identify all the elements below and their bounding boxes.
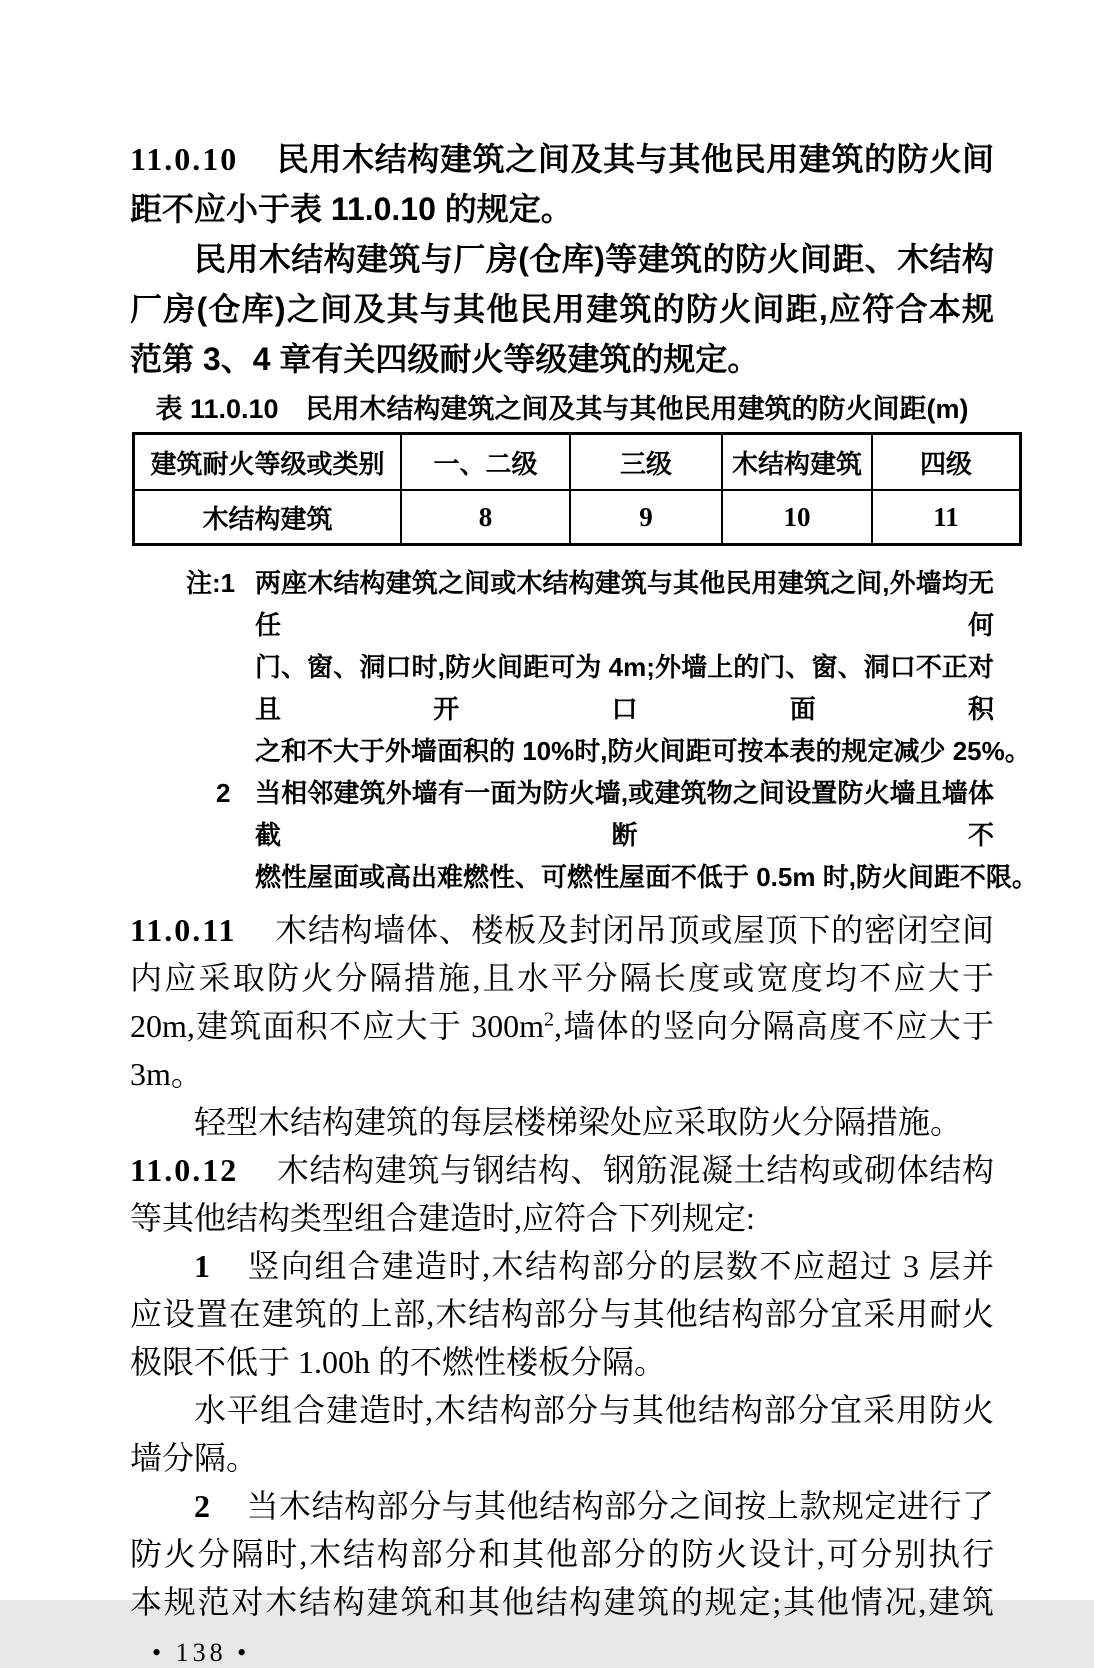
superscript: 2: [544, 1008, 555, 1031]
table-notes: [186, 562, 1038, 898]
clause-11-0-12: [130, 1146, 994, 1626]
text-line: [130, 1482, 994, 1530]
table-row-label: 木结构建筑: [134, 490, 402, 545]
lower-clauses: [130, 906, 994, 1668]
clause-11-0-11: [130, 906, 994, 1146]
clause-11-0-10: [130, 134, 994, 384]
line-text: ,墙体的竖向分隔高度不应大于: [554, 1008, 994, 1044]
table-caption: 表 11.0.10 民用木结构建筑之间及其与其他民用建筑的防火间距(m): [155, 394, 969, 424]
table-value-cell: 11: [872, 490, 1021, 545]
text-line: 厂房(仓库)之间及其与其他民用建筑的防火间距,应符合本规: [130, 291, 994, 327]
table-header-cell: 三级: [570, 434, 722, 491]
note-1: [186, 562, 1031, 772]
text-line: 防火分隔时,木结构部分和其他部分的防火设计,可分别执行: [130, 1536, 994, 1572]
line-text: 竖向组合建造时,木结构部分的层数不应超过 3 层并: [246, 1248, 994, 1284]
fire-distance-table: [132, 432, 1022, 546]
text-line: [130, 1002, 994, 1050]
text-line: 等其他结构类型组合建造时,应符合下列规定:: [130, 1200, 755, 1236]
table-value-cell: 10: [722, 490, 872, 545]
text-line: 距不应小于表 11.0.10 的规定。: [130, 191, 573, 227]
line-text: 木结构墙体、楼板及封闭吊顶或屋顶下的密闭空间: [274, 912, 994, 948]
table-header-cell: 建筑耐火等级或类别: [134, 434, 402, 491]
table-value-cell: 9: [570, 490, 722, 545]
line-text: 木结构建筑与钢结构、钢筋混凝土结构或砌体结构: [276, 1152, 994, 1188]
text-line: 两座木结构建筑之间或木结构建筑与其他民用建筑之间,外墙均无任何: [255, 568, 994, 640]
text-line: [130, 906, 994, 954]
text-line: 燃性屋面或高出难燃性、可燃性屋面不低于 0.5m 时,防火间距不限。: [255, 862, 1038, 892]
text-line: 本规范对木结构建筑和其他结构建筑的规定;其他情况,建筑: [130, 1584, 994, 1620]
text-line: [130, 1146, 994, 1194]
text-line: 内应采取防火分隔措施,且水平分隔长度或宽度均不应大于: [130, 960, 994, 996]
note-body: [255, 562, 1031, 772]
text-line: 应设置在建筑的上部,木结构部分与其他结构部分宜采用耐火: [130, 1296, 994, 1332]
table-header-cell: 木结构建筑: [722, 434, 872, 491]
table-value-cell: 8: [401, 490, 570, 545]
text-line: 水平组合建造时,木结构部分与其他结构部分宜采用防火: [194, 1392, 994, 1428]
table-header-cell: 四级: [872, 434, 1021, 491]
clause-number: 11.0.10: [130, 141, 239, 177]
note-label: 2: [216, 778, 231, 808]
item-number: 2: [194, 1488, 210, 1524]
clause-number: 11.0.12: [130, 1152, 239, 1188]
line-text: 当木结构部分与其他结构部分之间按上款规定进行了: [246, 1488, 994, 1524]
note-body: [255, 772, 1038, 898]
text-line: [130, 1242, 994, 1290]
page-content: [130, 134, 1038, 1668]
text-line: 极限不低于 1.00h 的不燃性楼板分隔。: [130, 1344, 667, 1380]
text-line: 轻型木结构建筑的每层楼梯梁处应采取防火分隔措施。: [194, 1104, 963, 1140]
text-line: [130, 134, 994, 184]
text-line: 墙分隔。: [130, 1440, 259, 1476]
line-text: 民用木结构建筑之间及其与其他民用建筑的防火间: [276, 141, 994, 177]
page-number: • 138 •: [152, 1638, 251, 1667]
line-text: 20m,建筑面积不应大于 300m: [130, 1008, 545, 1044]
text-line: 范第 3、4 章有关四级耐火等级建筑的规定。: [130, 341, 760, 377]
text-line: 民用木结构建筑与厂房(仓库)等建筑的防火间距、木结构: [194, 241, 994, 277]
table-header-row: [134, 434, 1021, 491]
text-line: 门、窗、洞口时,防火间距可为 4m;外墙上的门、窗、洞口不正对且开口面积: [255, 652, 994, 724]
text-line: 之和不大于外墙面积的 10%时,防火间距可按本表的规定减少 25%。: [255, 736, 1031, 766]
table-row: [134, 490, 1021, 545]
text-line: 当相邻建筑外墙有一面为防火墙,或建筑物之间设置防火墙且墙体截断不: [255, 778, 994, 850]
table-header-cell: 一、二级: [401, 434, 570, 491]
text-line: 3m。: [130, 1056, 203, 1092]
note-2: [186, 772, 1038, 898]
item-number: 1: [194, 1248, 210, 1284]
note-label: 注:1: [186, 568, 236, 598]
clause-number: 11.0.11: [130, 912, 237, 948]
